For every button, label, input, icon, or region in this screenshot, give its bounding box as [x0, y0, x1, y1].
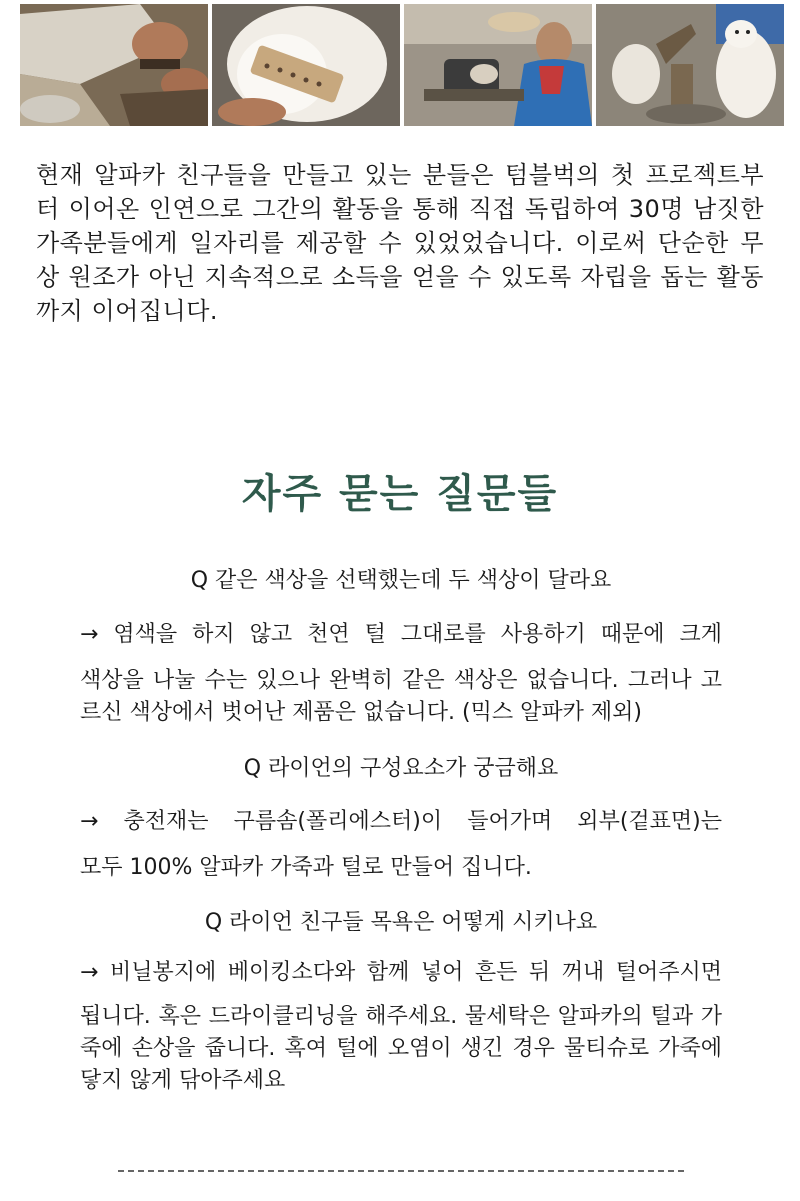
faq-answer-line: → 충전재는 구름솜(폴리에스터)이 들어가며 외부(겉표면)는: [80, 809, 722, 834]
faq-item: [80, 908, 722, 1097]
photo-woman-at-sewing-machine: [404, 4, 592, 126]
faq-answer: 됩니다. 혹은 드라이클리닝을 해주세요. 물세탁은 알파카의 털과 가죽에 손상을 줍니다. 혹여 털에 오염이 생긴 경우 물티슈로 가죽에 닿지 않게 닦아주세요: [80, 1004, 722, 1093]
faq-item: [80, 754, 722, 884]
photo-strip: [20, 4, 784, 126]
photo-carding-white-fleece: [212, 4, 400, 126]
intro-paragraph: 현재 알파카 친구들을 만들고 있는 분들은 텀블벅의 첫 프로젝트부터 이어온 인연으로 그간의 활동을 통해 직접 독립하여 30명 남짓한 가족분들에게 일자리를 제공할 수 있었었습니다. 이로써 단순한 무상 원조가 아닌 지속적으로 소득을 얻을 수 있도록 자립을 돕는 활동까지 이어집니다.: [36, 161, 764, 325]
faq-answer-line: → 염색을 하지 않고 천연 털 그대로를 사용하기 때문에 크게: [80, 622, 722, 647]
faq-title: 자주 묻는 질문들: [241, 471, 559, 517]
photo-hands-working-fleece: [20, 4, 208, 126]
photo-alpaca-toy-figures: [596, 4, 784, 126]
faq-answer: 모두 100% 알파카 가죽과 털로 만들어 집니다.: [80, 855, 532, 880]
faq-question: Q 라이언 친구들 목욕은 어떻게 시키나요: [204, 910, 598, 935]
faq-item: [80, 566, 722, 729]
faq-answer: 색상을 나눌 수는 있으나 완벽히 같은 색상은 없습니다. 그러나 고르신 색상에서 벗어난 제품은 없습니다. (믹스 알파카 제외): [80, 668, 722, 725]
dashed-divider: [118, 1170, 684, 1172]
faq-question: Q 라이언의 구성요소가 궁금해요: [243, 756, 559, 781]
faq-question: Q 같은 색상을 선택했는데 두 색상이 달라요: [190, 568, 612, 593]
faq-answer-line: → 비닐봉지에 베이킹소다와 함께 넣어 흔든 뒤 꺼내 털어주시면: [80, 960, 722, 985]
